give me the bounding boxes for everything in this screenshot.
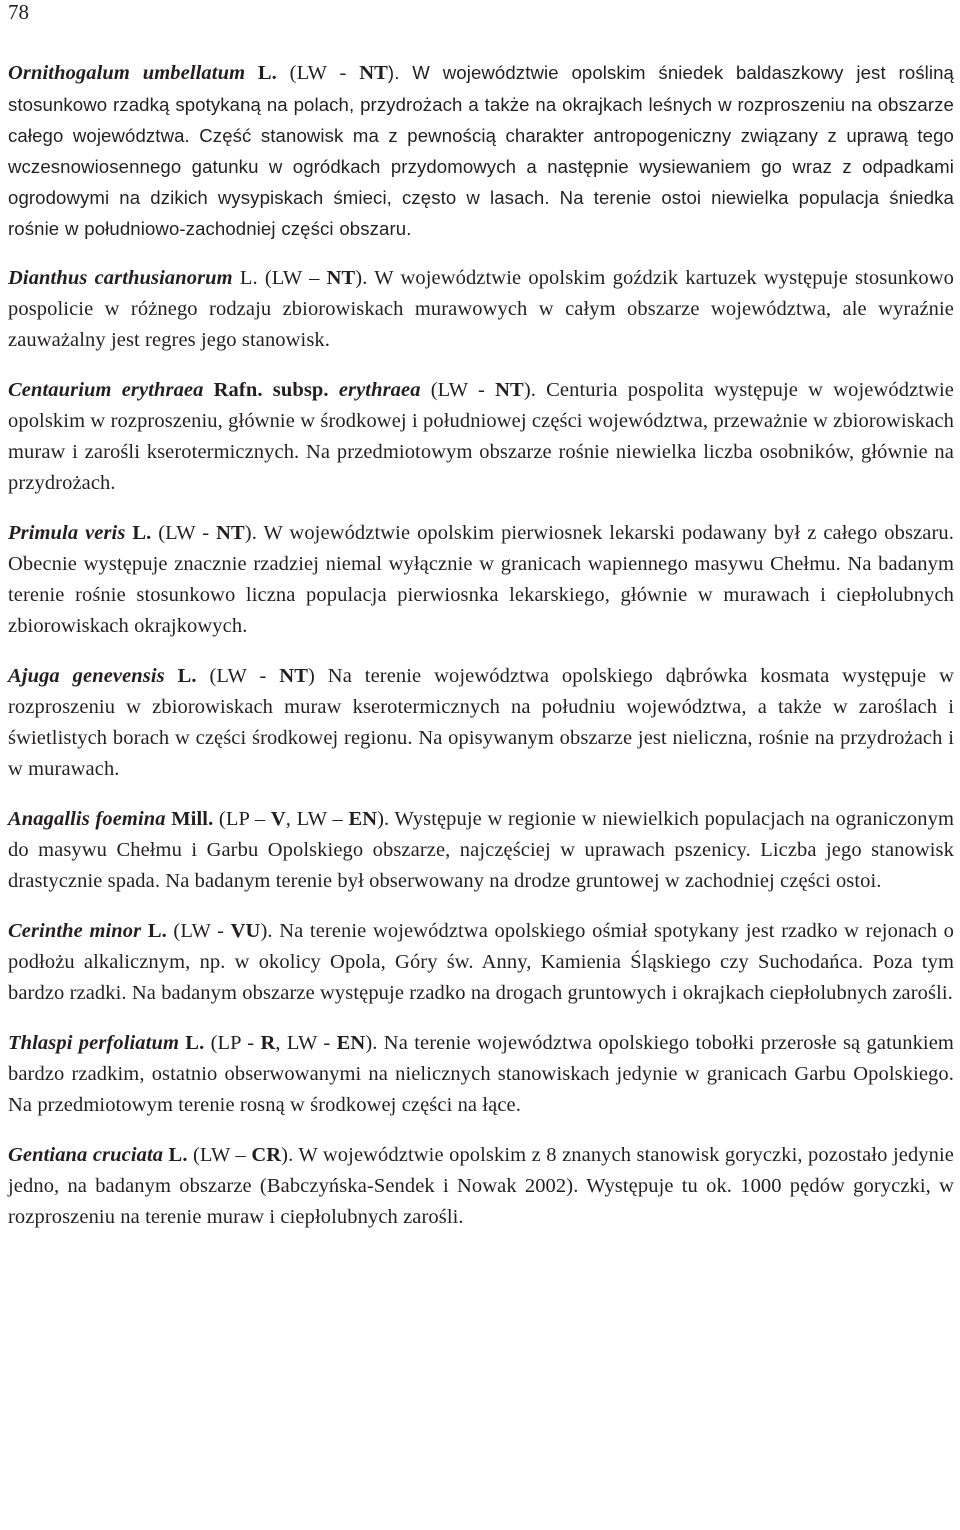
status-prefix: (LP –	[213, 808, 271, 830]
species-author: Mill.	[165, 808, 214, 830]
status-prefix-2: , LW –	[285, 808, 349, 830]
subspecies-name: erythraea	[338, 379, 421, 401]
species-author: L.	[125, 522, 152, 544]
threat-status: CR	[251, 1144, 282, 1166]
species-author: L.	[164, 665, 197, 687]
species-author: Rafn. subsp.	[203, 379, 339, 401]
species-author: L.	[141, 920, 167, 942]
species-name: Primula veris	[8, 522, 126, 544]
species-description: ) Na terenie województwa opolskiego dąbrówka kosmata występuje w rozproszeniu w zbiorowiskach muraw kserotermicznych na południu województwa, a także w zaroślach i świetlistych borach w części środkowej regionu. Na opisywanym obszarze jest nieliczna, rośnie na przydrożach i w murawach.	[8, 665, 954, 780]
species-entry	[8, 518, 954, 642]
status-prefix: (LW –	[187, 1144, 252, 1166]
species-description: ). W województwie opolskim goździk kartuzek występuje stosunkowo pospolicie w różnego rodzaju zbiorowiskach murawowych w całym obszarze województwa, ale wyraźnie zauważalny jest regres jego stanowisk.	[8, 267, 954, 351]
threat-status-2: EN	[336, 1032, 366, 1054]
species-description: ). Na terenie województwa opolskiego ośmiał spotykany jest rzadko w rejonach o podłożu alkalicznym, np. w okolicy Opola, Góry św. Anny, Kamienia Śląskiego czy Suchodańca. Poza tym bardzo rzadki. Na badanym obszarze występuje rzadko na drogach gruntowych i okrajkach ciepłolubnych zarośli.	[8, 920, 954, 1004]
threat-status: NT	[495, 379, 524, 401]
species-name: Cerinthe minor	[8, 920, 142, 942]
status-prefix: (LW -	[196, 665, 280, 687]
threat-status: NT	[359, 62, 388, 84]
species-author: L.	[232, 267, 258, 289]
species-name: Ornithogalum umbellatum	[8, 62, 246, 84]
threat-status: V	[270, 808, 286, 830]
species-description: ). W województwie opolskim śniedek baldaszkowy jest rośliną stosunkowo rzadką spotykaną na polach, przydrożach a także na okrajkach leśnych w rozproszeniu na obszarze całego województwa. Część stanowisk ma z pewnością charakter antropogeniczny związany z uprawą tego wczesnowiosennego gatunku w ogródkach przydomowych a następnie wysiewaniem go wraz z odpadkami ogrodowymi na dzikich wysypiskach śmieci, często w lasach. Na terenie ostoi niewielka populacja śniedka rośnie w południowo-zachodniej części obszaru.	[8, 62, 955, 239]
status-prefix: (LW -	[276, 62, 360, 84]
species-description: ). Centuria pospolita występuje w województwie opolskim w rozproszeniu, głównie w środkowej i południowej części województwa, przeważnie w zbiorowiskach muraw i zarośli kserotermicznych. Na przedmiotowym obszarze rośnie niewielka liczba osobników, głównie na przydrożach.	[8, 379, 955, 494]
species-name: Gentiana cruciata	[8, 1144, 164, 1166]
species-entry	[8, 57, 954, 244]
species-name: Thlaspi perfoliatum	[8, 1032, 179, 1054]
status-prefix: (LP -	[204, 1032, 261, 1054]
page-number: 78	[8, 0, 29, 24]
status-prefix-2: , LW -	[275, 1032, 337, 1054]
species-entry	[8, 1028, 954, 1121]
species-entry	[8, 263, 954, 356]
species-description: ). W województwie opolskim z 8 znanych stanowisk goryczki, pozostało jedynie jedno, na badanym obszarze (Babczyńska-Sendek i Nowak 2002). Występuje tu ok. 1000 pędów goryczki, w rozproszeniu na terenie muraw i ciepłolubnych zarośli.	[8, 1144, 954, 1228]
species-name: Dianthus carthusianorum	[8, 267, 233, 289]
species-entry	[8, 661, 954, 785]
threat-status: R	[260, 1032, 276, 1054]
species-entry	[8, 916, 954, 1009]
status-prefix: (LW -	[166, 920, 231, 942]
species-entry	[8, 375, 954, 499]
threat-status: NT	[279, 665, 308, 687]
status-prefix: (LW –	[257, 267, 327, 289]
species-name: Centaurium erythraea	[8, 379, 204, 401]
species-entry	[8, 804, 954, 897]
threat-status: VU	[230, 920, 261, 942]
species-name: Ajuga genevensis	[8, 665, 165, 687]
species-author: L.	[245, 62, 277, 84]
species-author: L.	[163, 1144, 188, 1166]
status-prefix: (LW -	[151, 522, 217, 544]
threat-status: NT	[326, 267, 356, 289]
species-entry	[8, 1140, 954, 1233]
species-description: ). Na terenie województwa opolskiego tobołki przerosłe są gatunkiem bardzo rzadkim, ostatnio obserwowanymi na nielicznych stanowiskach jedynie w granicach Garbu Opolskiego. Na przedmiotowym terenie rosną w środkowej części na łące.	[8, 1032, 954, 1116]
species-author: L.	[179, 1032, 205, 1054]
threat-status-2: EN	[348, 808, 378, 830]
species-name: Anagallis foemina	[8, 808, 166, 830]
species-description: ). W województwie opolskim pierwiosnek lekarski podawany był z całego obszaru. Obecnie występuje znacznie rzadziej niemal wyłącznie w granicach wapiennego masywu Chełmu. Na badanym terenie rośnie stosunkowo liczna populacja pierwiosnka lekarskiego, głównie w murawach i ciepłolubnych zbiorowiskach okrajkowych.	[8, 522, 954, 637]
status-prefix: (LW -	[420, 379, 496, 401]
species-description: ). Występuje w regionie w niewielkich populacjach na ograniczonym do masywu Chełmu i Garbu Opolskiego obszarze, najczęściej w uprawach pszenicy. Liczba jego stanowisk drastycznie spada. Na badanym terenie był obserwowany na drodze gruntowej w zachodniej części ostoi.	[8, 808, 954, 892]
threat-status: NT	[216, 522, 245, 544]
species-entries	[8, 57, 954, 1252]
